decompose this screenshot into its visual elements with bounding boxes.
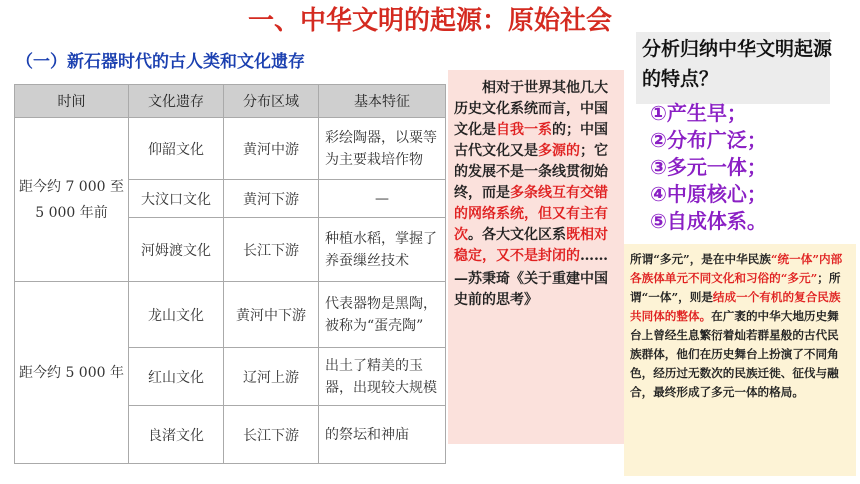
quote-box: 相对于世界其他几大历史文化系统而言，中国文化是自我一系的；中国古代文化又是多源的；它的发展不是一条线贯彻始终，而是多条线互有交错的网络系统，但又有主有次。各大文化区系既相对稳定，又不是封闭的…… —苏秉琦《关于重建中国史前的思考》 bbox=[448, 70, 624, 444]
page-title: 一、中华文明的起源：原始社会 bbox=[247, 6, 612, 36]
header-feature: 基本特征 bbox=[319, 85, 446, 118]
summary-item: ②分布广泛； bbox=[650, 128, 767, 152]
feature-cell: 的祭坛和神庙 bbox=[319, 406, 446, 464]
culture-cell: 仰韶文化 bbox=[129, 118, 224, 180]
culture-cell: 大汶口文化 bbox=[129, 180, 224, 218]
quote-highlight: 既相对稳定，又不是封闭的 bbox=[454, 227, 608, 264]
summary-item: ①产生早； bbox=[650, 101, 747, 125]
summary-list bbox=[650, 100, 767, 235]
region-cell: 长江下游 bbox=[224, 218, 319, 282]
region-cell: 黄河中游 bbox=[224, 118, 319, 180]
feature-cell: 出土了精美的玉器，出现较大规模 bbox=[319, 348, 446, 406]
header-region: 分布区域 bbox=[224, 85, 319, 118]
table-row bbox=[15, 282, 446, 348]
section-title: （一）新石器时代的古人类和文化遗存 bbox=[16, 52, 305, 72]
region-cell: 辽河上游 bbox=[224, 348, 319, 406]
quote-highlight: 多源的 bbox=[538, 143, 580, 159]
region-cell: 黄河中下游 bbox=[224, 282, 319, 348]
header-time: 时间 bbox=[15, 85, 129, 118]
header-culture: 文化遗存 bbox=[129, 85, 224, 118]
culture-table bbox=[14, 84, 446, 464]
explanation-highlight: “统一体”内部各族体单元不同文化和习俗的“多元” bbox=[630, 252, 843, 285]
quote-source: —苏秉琦《关于重建中国史前的思考》 bbox=[454, 271, 608, 308]
culture-cell: 红山文化 bbox=[129, 348, 224, 406]
explanation-box: 所谓“多元”，是在中华民族“统一体”内部各族体单元不同文化和习俗的“多元”；所谓“一体”，则是结成一个有机的复合民族共同体的整体。在广袤的中华大地历史舞台上曾经生息繁衍着灿若群星般的古代民族群体，他们在历史舞台上扮演了不同角色，经历过无数次的民族迁徙、征伐与融合，最终形成了多元一体的格局。 bbox=[624, 244, 856, 476]
summary-item: ④中原核心； bbox=[650, 182, 767, 206]
table-header-row bbox=[15, 85, 446, 118]
period-cell: 距今约 7 000 至 5 000 年前 bbox=[15, 118, 129, 282]
period-cell: 距今约 5 000 年 bbox=[15, 282, 129, 464]
culture-cell: 河姆渡文化 bbox=[129, 218, 224, 282]
region-cell: 黄河下游 bbox=[224, 180, 319, 218]
summary-item: ③多元一体； bbox=[650, 155, 767, 179]
summary-question: 分析归纳中华文明起源的特点？ bbox=[642, 38, 833, 90]
culture-cell: 龙山文化 bbox=[129, 282, 224, 348]
table-row bbox=[15, 118, 446, 180]
quote-highlight: 自我一系 bbox=[496, 122, 552, 138]
explanation-highlight: 结成一个有机的复合民族共同体的整体。 bbox=[630, 290, 841, 323]
culture-cell: 良渚文化 bbox=[129, 406, 224, 464]
feature-cell: — bbox=[319, 180, 446, 218]
feature-cell: 种植水稻，掌握了养蚕缫丝技术 bbox=[319, 218, 446, 282]
quote-highlight: 多条线互有交错的网络系统，但又有主有次 bbox=[454, 185, 608, 243]
region-cell: 长江下游 bbox=[224, 406, 319, 464]
summary-item: ⑤自成体系。 bbox=[650, 209, 767, 233]
feature-cell: 彩绘陶器，以粟等为主要栽培作物 bbox=[319, 118, 446, 180]
feature-cell: 代表器物是黑陶，被称为“蛋壳陶” bbox=[319, 282, 446, 348]
